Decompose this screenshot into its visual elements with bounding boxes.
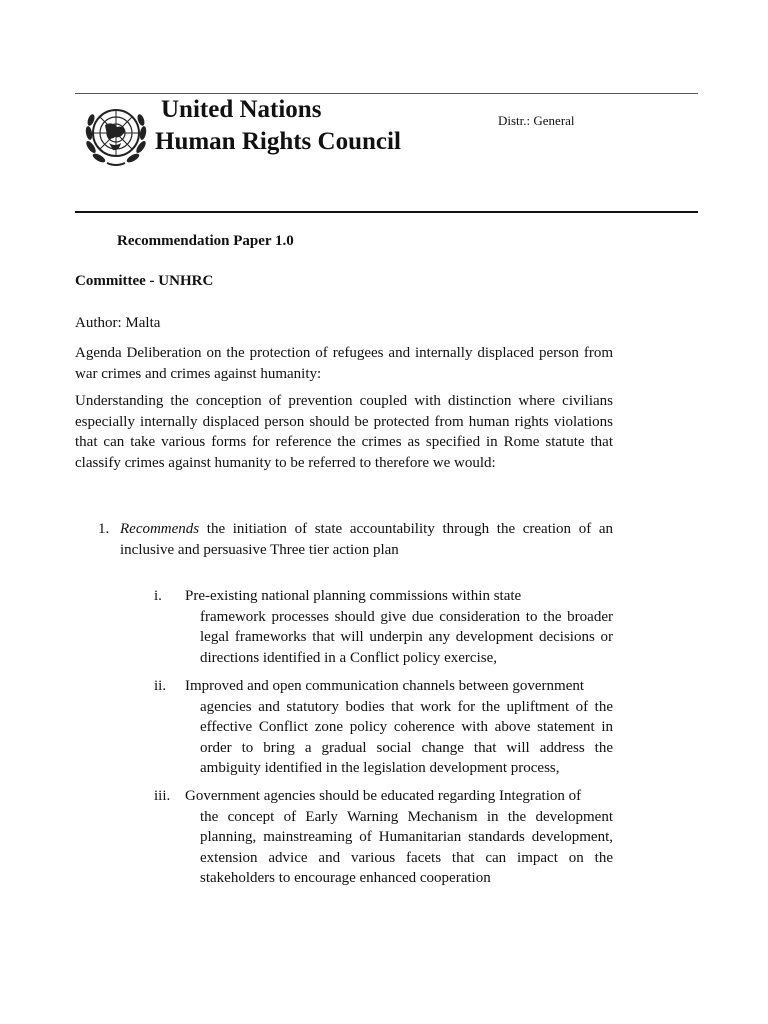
council-name: Human Rights Council <box>155 128 401 155</box>
sub-item <box>154 676 613 779</box>
recommendation-text <box>120 519 613 560</box>
sub-item-first-line: Government agencies should be educated regarding Integration of <box>185 788 582 804</box>
org-name: United Nations <box>161 96 322 123</box>
roman-numeral: iii. <box>154 788 171 804</box>
distribution-label: Distr.: General <box>498 113 575 128</box>
sub-item-first-line: Improved and open communication channels between government <box>185 678 585 694</box>
agenda-paragraph: Agenda Deliberation on the protection of refugees and internally displaced person from war crimes and crimes against humanity: <box>75 345 613 382</box>
recommendation-item <box>98 519 613 560</box>
sub-item-first-line: Pre-existing national planning commissions within state <box>185 588 522 604</box>
list-number: 1. <box>98 521 110 537</box>
sub-item-rest: framework processes should give due consideration to the broader legal frameworks that will underpin any development decisions or directions identified in a Conflict policy exercise, <box>200 608 613 666</box>
paper-title: Recommendation Paper 1.0 <box>117 233 294 249</box>
roman-numeral: i. <box>154 588 162 604</box>
recommendation-body: the initiation of state accountability through the creation of an inclusive and persuasive Three tier action plan <box>120 521 613 558</box>
understanding-paragraph: Understanding the conception of prevention coupled with distinction where civilians especially internally displaced person should be protected from human rights violations that can take various forms for reference the crimes as specified in Rome statute that classify crimes against humanity to be referred to therefore we would: <box>75 393 613 471</box>
un-emblem-icon <box>79 103 153 169</box>
sub-item <box>154 786 613 889</box>
sub-item <box>154 586 613 668</box>
sub-item-rest: the concept of Early Warning Mechanism in the development planning, mainstreaming of Humanitarian standards development, extension advice and various facets that can impact on the stakeholders to encourage enhanced cooperation <box>200 808 613 887</box>
roman-numeral: ii. <box>154 678 167 694</box>
committee-line: Committee - UNHRC <box>75 273 214 289</box>
author-line: Author: Malta <box>75 315 161 331</box>
sub-item-rest: agencies and statutory bodies that work for the upliftment of the effective Conflict zone policy coherence with above statement in order to bring a gradual social change that will address the ambiguity identified in the legislation development process, <box>200 698 613 777</box>
header-bottom-rule <box>75 211 698 213</box>
recommendation-lead: Recommends <box>120 521 200 537</box>
header-top-rule <box>75 93 698 94</box>
